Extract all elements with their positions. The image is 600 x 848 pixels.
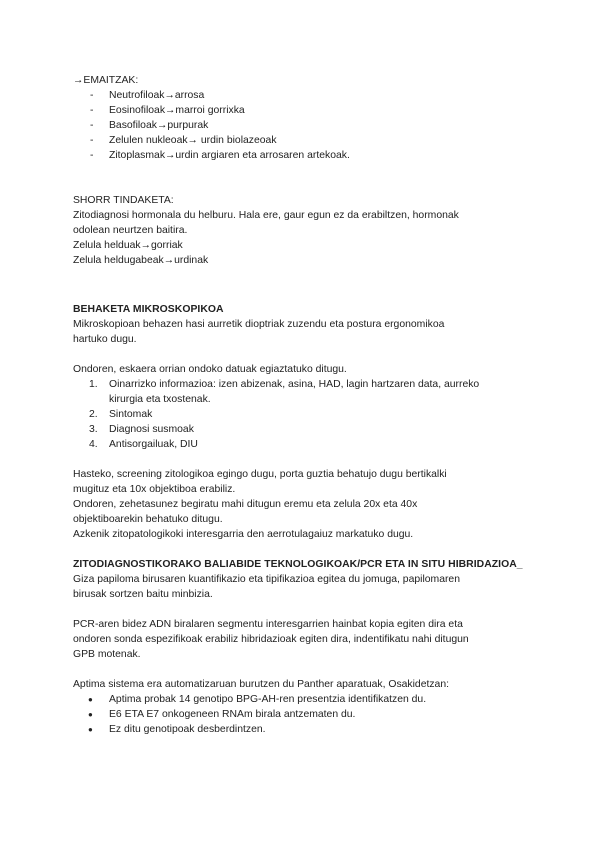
list-intro: Ondoren, eskaera orrian ondoko datuak egiaztatuko ditugu.: [73, 364, 347, 375]
behaketa-numbered-list: [73, 377, 533, 452]
list-item: - Zitoplasmak→urdin argiaren eta arrosaren artekoak.: [73, 148, 533, 163]
paragraph-line: Ondoren, zehetasunez begiratu mahi ditugun eremu eta zelula 20x eta 40x: [73, 499, 418, 510]
list-item-text: Sintomak: [109, 409, 153, 420]
list-item: - Basofiloak→purpurak: [73, 118, 533, 133]
list-number: 1.: [89, 379, 98, 390]
list-number: 4.: [89, 439, 98, 450]
list-item-text: Oinarrizko informazioa: izen abizenak, asina, HAD, lagin hartzaren data, aurreko: [109, 379, 480, 390]
emaitzak-title: →EMAITZAK:: [73, 75, 139, 86]
paragraph-line: ondoren sonda espezifikoak erabiliz hibridazioak egiten dira, indentifikatu nahi ditugun: [73, 634, 469, 645]
paragraph-line: Zitodiagnosi hormonala du helburu. Hala ere, gaur egun ez da erabiltzen, hormonak: [73, 210, 459, 221]
section-heading-behaketa: BEHAKETA MIKROSKOPIKOA: [73, 304, 224, 315]
paragraph-line: hartuko dugu.: [73, 334, 137, 345]
list-item-text: Diagnosi susmoak: [109, 424, 194, 435]
list-number: 2.: [89, 409, 98, 420]
list-item: - Neutrofiloak→arrosa: [73, 88, 533, 103]
paragraph-line: Zelula helduak→gorriak: [73, 240, 183, 251]
paragraph-line: Zelula heldugabeak→urdinak: [73, 255, 209, 266]
section-heading-zitodiagnostiko: ZITODIAGNOSTIKORAKO BALIABIDE TEKNOLOGIKOAK/PCR ETA IN SITU HIBRIDAZIOA_: [73, 559, 523, 570]
paragraph-line: odolean neurtzen baitira.: [73, 225, 188, 236]
aptima-bullet-list: [73, 692, 533, 737]
list-item: [73, 437, 533, 452]
list-item-text: kirurgia eta txostenak.: [109, 394, 211, 405]
list-item: [73, 407, 533, 422]
shorr-title: SHORR TINDAKETA:: [73, 195, 174, 206]
list-item: ● E6 ETA E7 onkogeneen RNAm birala antzematen du.: [73, 707, 533, 722]
paragraph-line: Hasteko, screening zitologikoa egingo dugu, porta guztia behatujo dugu bertikalki: [73, 469, 447, 480]
paragraph-line: objektiboarekin behatuko ditugu.: [73, 514, 223, 525]
emaitzak-list: [73, 88, 533, 163]
paragraph-line: birusak sortzen baitu minbizia.: [73, 589, 213, 600]
list-number: 3.: [89, 424, 98, 435]
paragraph-line: Mikroskopioan behazen hasi aurretik dioptriak zuzendu eta postura ergonomikoa: [73, 319, 445, 330]
list-item: ● Aptima probak 14 genotipo BPG-AH-ren presentzia identifikatzen du.: [73, 692, 533, 707]
list-item: [73, 377, 533, 407]
document-page: [73, 73, 533, 737]
paragraph-line: Giza papiloma birusaren kuantifikazio eta tipifikazioa egitea du jomuga, papilomaren: [73, 574, 460, 585]
list-item: ● Ez ditu genotipoak desberdintzen.: [73, 722, 533, 737]
paragraph-line: PCR-aren bidez ADN biralaren segmentu interesgarrien hainbat kopia egiten dira eta: [73, 619, 463, 630]
list-item: [73, 422, 533, 437]
list-item-text: Antisorgailuak, DIU: [109, 439, 198, 450]
paragraph-line: mugituz eta 10x objektiboa erabiliz.: [73, 484, 236, 495]
list-intro: Aptima sistema era automatizaruan burutzen du Panther aparatuak, Osakidetzan:: [73, 679, 450, 690]
paragraph-line: GPB motenak.: [73, 649, 141, 660]
list-item: - Eosinofiloak→marroi gorrixka: [73, 103, 533, 118]
list-item: - Zelulen nukleoak→ urdin biolazeoak: [73, 133, 533, 148]
paragraph-line: Azkenik zitopatologikoki interesgarria den aerrotulagaiuz markatuko dugu.: [73, 529, 414, 540]
